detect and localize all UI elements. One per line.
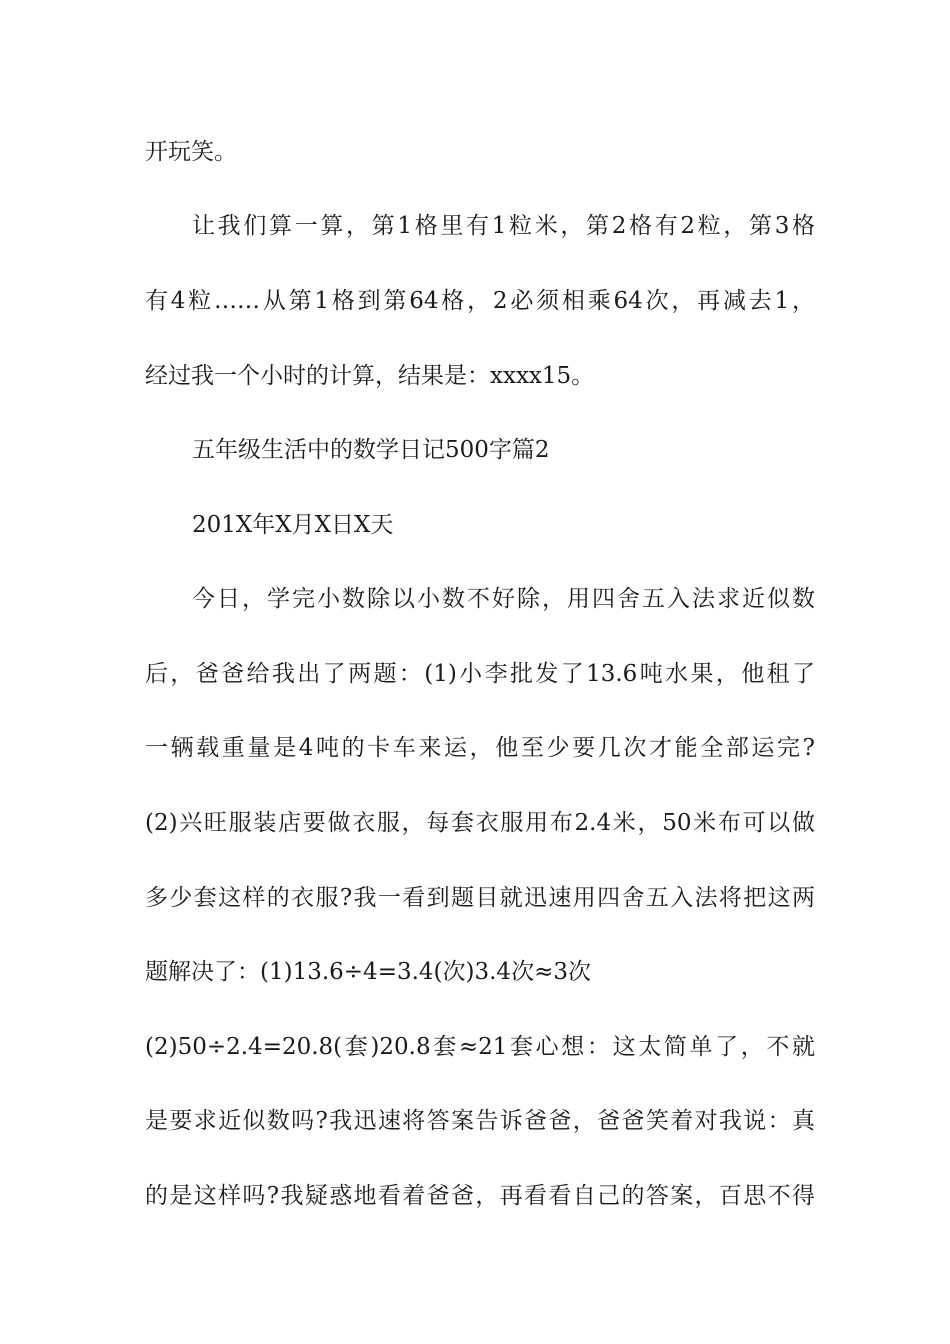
text-line-3: 有4粒……从第1格到第64格，2必须相乘64次，再减去1， [145,288,815,314]
text-line-1: 开玩笑。 [145,139,237,165]
text-line-2: 让我们算一算，第1格里有1粒米，第2格有2粒，第3格 [192,213,815,239]
text-line-13: (2)50÷2.4=20.8(套)20.8套≈21套心想：这太简单了，不就 [145,1034,815,1060]
text-line-7: 今日，学完小数除以小数不好除，用四舍五入法求近似数 [192,586,815,612]
text-line-12: 题解决了：(1)13.6÷4=3.4(次)3.4次≈3次 [145,959,591,985]
text-line-4: 经过我一个小时的计算，结果是：xxxx15。 [145,363,595,389]
text-line-14: 是要求近似数吗?我迅速将答案告诉爸爸，爸爸笑着对我说：真 [145,1108,815,1134]
text-line-10: (2)兴旺服装店要做衣服，每套衣服用布2.4米，50米布可以做 [145,810,815,836]
text-line-8: 后，爸爸给我出了两题：(1)小李批发了13.6吨水果，他租了 [145,661,815,687]
text-line-11: 多少套这样的衣服?我一看到题目就迅速用四舍五入法将把这两 [145,885,815,911]
text-line-9: 一辆载重量是4吨的卡车来运，他至少要几次才能全部运完? [145,735,815,761]
diary-date: 201X年X月X日X天 [192,512,394,538]
text-line-15: 的是这样吗?我疑惑地看着爸爸，再看看自己的答案，百思不得 [145,1183,815,1209]
section-heading: 五年级生活中的数学日记500字篇2 [192,437,550,463]
